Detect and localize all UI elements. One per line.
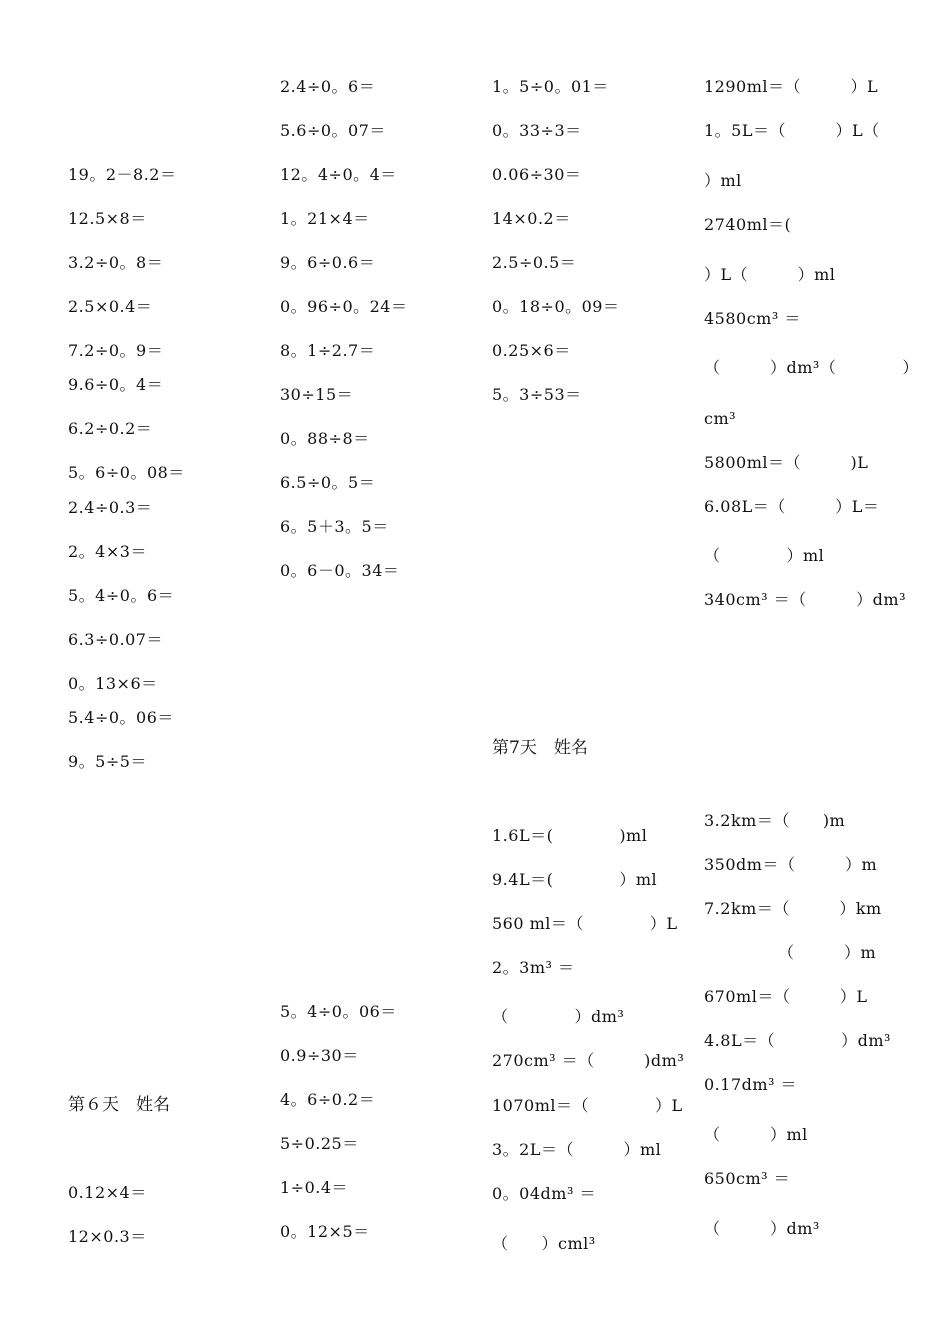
problem-col3-2: 0。33÷3＝ xyxy=(492,121,582,140)
problem-col4-2: 1。5L＝（ ）L（ xyxy=(704,121,880,140)
day7-col3-3: 560 ml＝（ ）L xyxy=(492,914,678,933)
problem-col1-15: 9。5÷5＝ xyxy=(68,752,147,771)
problem-col2-9: 0。88÷8＝ xyxy=(280,429,370,448)
problem-col3-3: 0.06÷30＝ xyxy=(492,165,582,184)
problem-col1-12: 6.3÷0.07＝ xyxy=(68,630,163,649)
problem-col4-3: ）ml xyxy=(704,171,742,190)
day7-heading: 第7天 姓名 xyxy=(492,738,588,758)
problem-col2-10: 6.5÷0。5＝ xyxy=(280,473,376,492)
problem-col1-9: 2.4÷0.3＝ xyxy=(68,498,153,517)
problem-col1-5: 7.2÷0。9＝ xyxy=(68,341,164,360)
day6-middle-4: 5÷0.25＝ xyxy=(280,1134,359,1153)
day6-middle-3: 4。6÷0.2＝ xyxy=(280,1090,376,1109)
day7-col3-1: 1.6L＝( )ml xyxy=(492,826,648,845)
problem-col1-4: 2.5×0.4＝ xyxy=(68,297,153,316)
problem-col1-14: 5.4÷0。06＝ xyxy=(68,708,174,727)
day7-col4-3: 7.2km＝（ ）km xyxy=(704,899,882,918)
problem-col2-11: 6。5＋3。5＝ xyxy=(280,517,389,536)
problem-col1-6: 9.6÷0。4＝ xyxy=(68,375,164,394)
problem-col1-1: 19。2－8.2＝ xyxy=(68,165,177,184)
problem-col4-6: 4580cm³ ＝ xyxy=(704,309,801,328)
problem-col4-10: 6.08L＝（ ）L＝ xyxy=(704,497,880,516)
problem-col4-1: 1290ml＝（ ）L xyxy=(704,77,879,96)
problem-col3-5: 2.5÷0.5＝ xyxy=(492,253,577,272)
day7-col4-8: （ ）ml xyxy=(704,1125,808,1144)
problem-col1-10: 2。4×3＝ xyxy=(68,542,147,561)
problem-col3-6: 0。18÷0。09＝ xyxy=(492,297,620,316)
day7-col4-5: 670ml＝（ ）L xyxy=(704,987,868,1006)
day6-middle-1: 5。4÷0。06＝ xyxy=(280,1002,397,1021)
day6-middle-2: 0.9÷30＝ xyxy=(280,1046,359,1065)
problem-col3-8: 5。3÷53＝ xyxy=(492,385,582,404)
day7-col4-4: （ ）m xyxy=(778,943,877,962)
day6-left-1: 0.12×4＝ xyxy=(68,1183,147,1202)
day7-col4-1: 3.2km＝（ )m xyxy=(704,811,846,830)
day7-col3-10: （ ）cml³ xyxy=(492,1234,596,1253)
problem-col2-1: 2.4÷0。6＝ xyxy=(280,77,376,96)
day7-col3-2: 9.4L＝( ）ml xyxy=(492,870,658,889)
day7-col3-8: 3。2L＝（ ）ml xyxy=(492,1140,662,1159)
problem-col2-4: 1。21×4＝ xyxy=(280,209,370,228)
day7-col4-2: 350dm＝（ ）m xyxy=(704,855,878,874)
problem-col4-4: 2740ml＝( xyxy=(704,215,792,234)
day7-col3-6: 270cm³ ＝（ )dm³ xyxy=(492,1051,685,1070)
problem-col1-8: 5。6÷0。08＝ xyxy=(68,463,185,482)
problem-col2-3: 12。4÷0。4＝ xyxy=(280,165,397,184)
problem-col1-13: 0。13×6＝ xyxy=(68,674,158,693)
problem-col1-11: 5。4÷0。6＝ xyxy=(68,586,175,605)
day7-col3-4: 2。3m³ ＝ xyxy=(492,958,575,977)
day6-middle-6: 0。12×5＝ xyxy=(280,1222,370,1241)
problem-col1-3: 3.2÷0。8＝ xyxy=(68,253,164,272)
day6-heading: 第６天 姓名 xyxy=(68,1095,170,1115)
problem-col2-6: 0。96÷0。24＝ xyxy=(280,297,408,316)
problem-col2-2: 5.6÷0。07＝ xyxy=(280,121,386,140)
day7-col3-7: 1070ml＝（ ）L xyxy=(492,1096,683,1115)
day7-col3-9: 0。04dm³ ＝ xyxy=(492,1184,596,1203)
day7-col4-10: （ ）dm³ xyxy=(704,1219,820,1238)
problem-col3-1: 1。5÷0。01＝ xyxy=(492,77,609,96)
problem-col4-8: cm³ xyxy=(704,409,737,428)
problem-col3-7: 0.25×6＝ xyxy=(492,341,571,360)
problem-col2-12: 0。6－0。34＝ xyxy=(280,561,400,580)
problem-col4-9: 5800ml＝（ )L xyxy=(704,453,869,472)
problem-col1-2: 12.5×8＝ xyxy=(68,209,147,228)
day6-left-2: 12×0.3＝ xyxy=(68,1227,147,1246)
problem-col1-7: 6.2÷0.2＝ xyxy=(68,419,153,438)
day7-col4-7: 0.17dm³ ＝ xyxy=(704,1075,798,1094)
problem-col2-7: 8。1÷2.7＝ xyxy=(280,341,376,360)
day6-middle-5: 1÷0.4＝ xyxy=(280,1178,349,1197)
day7-col4-9: 650cm³ ＝ xyxy=(704,1169,791,1188)
problem-col4-7: （ ）dm³（ ） xyxy=(704,358,919,377)
problem-col4-11: （ ）ml xyxy=(704,546,825,565)
problem-col4-12: 340cm³ ＝（ ）dm³ xyxy=(704,590,907,609)
problem-col2-8: 30÷15＝ xyxy=(280,385,354,404)
problem-col3-4: 14×0.2＝ xyxy=(492,209,571,228)
day7-col3-5: （ ）dm³ xyxy=(492,1007,625,1026)
problem-col4-5: ）L（ ）ml xyxy=(704,265,836,284)
day7-col4-6: 4.8L＝（ ）dm³ xyxy=(704,1031,891,1050)
problem-col2-5: 9。6÷0.6＝ xyxy=(280,253,376,272)
